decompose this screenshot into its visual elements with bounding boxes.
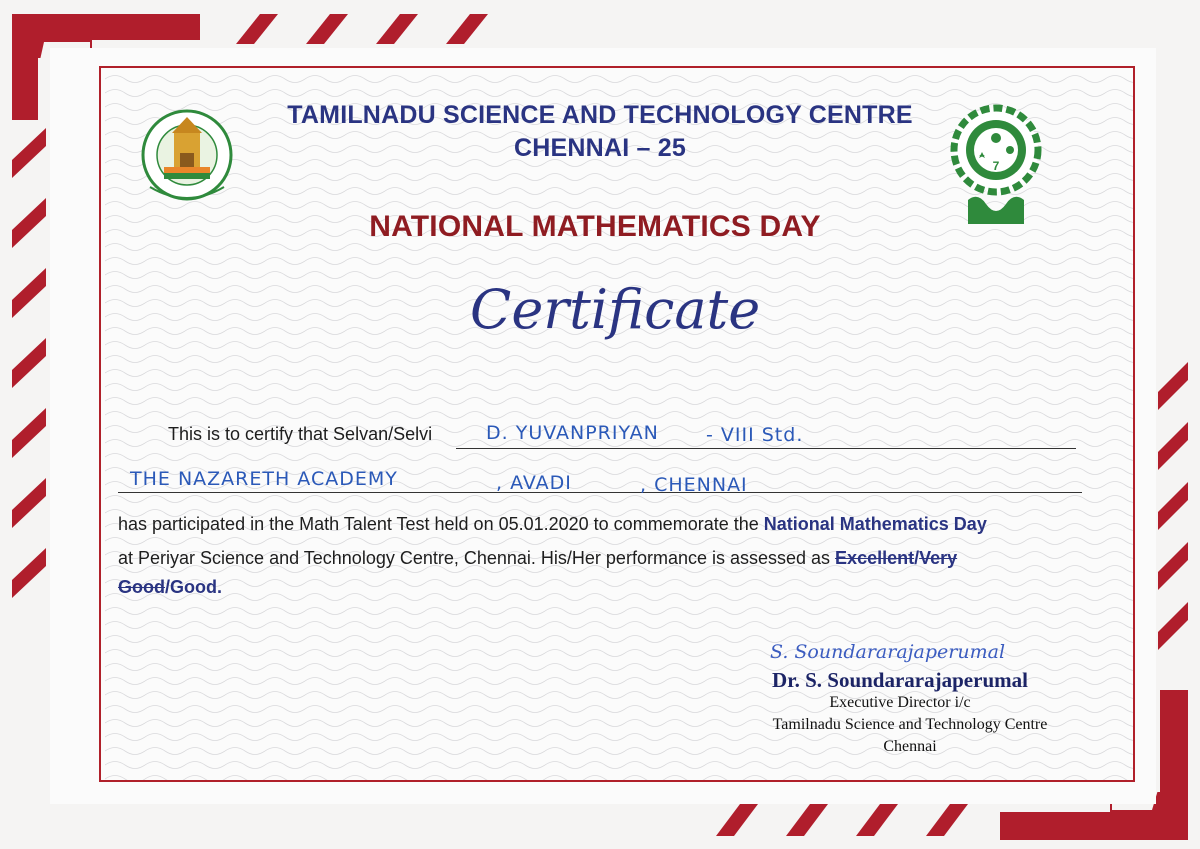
school-area: , AVADI	[496, 472, 572, 494]
venue-text	[118, 548, 957, 569]
student-class: - VIII Std.	[706, 424, 804, 446]
national-mathematics-day: National Mathematics Day	[763, 514, 987, 534]
school-city: , CHENNAI	[640, 474, 748, 496]
school-rule	[118, 492, 1082, 493]
event-title: NATIONAL MATHEMATICS DAY	[369, 210, 821, 243]
grade-excellent: Excellent	[835, 548, 915, 568]
grade-slash: /	[914, 548, 920, 568]
signatory-organization: Tamilnadu Science and Technology Centre	[772, 716, 1048, 733]
certify-prefix: This is to certify that Selvan/Selvi	[168, 424, 433, 444]
participation-sentence: has participated in the Math Talent Test held on 05.01.2020 to commemorate the	[118, 514, 759, 534]
student-name: D. YUVANPRIYAN	[486, 422, 659, 444]
participation-text	[118, 514, 987, 535]
signatory-name: Dr. S. Soundararajaperumal	[772, 668, 1028, 692]
grade-line	[118, 577, 222, 598]
grade-good-struck: Good	[118, 577, 165, 597]
svg-text:7: 7	[992, 159, 1000, 173]
signature: S. Soundararajaperumal	[770, 641, 1006, 663]
school-name: THE NAZARETH ACADEMY	[130, 468, 398, 490]
signatory-title: Executive Director i/c	[829, 694, 971, 711]
certificate-heading: Certificate	[470, 278, 761, 341]
name-rule	[456, 448, 1076, 449]
grade-very: Very	[919, 548, 958, 568]
organization-name: TAMILNADU SCIENCE AND TECHNOLOGY CENTRE	[287, 101, 913, 129]
organization-city: CHENNAI – 25	[514, 134, 686, 162]
venue-sentence: at Periyar Science and Technology Centre, Chennai. His/Her performance is assessed as	[118, 548, 831, 568]
tnstc-logo-icon	[950, 100, 1042, 230]
signatory-city: Chennai	[883, 738, 937, 755]
government-of-tamilnadu-emblem-icon	[138, 105, 236, 210]
grade-final: /Good.	[165, 577, 222, 597]
